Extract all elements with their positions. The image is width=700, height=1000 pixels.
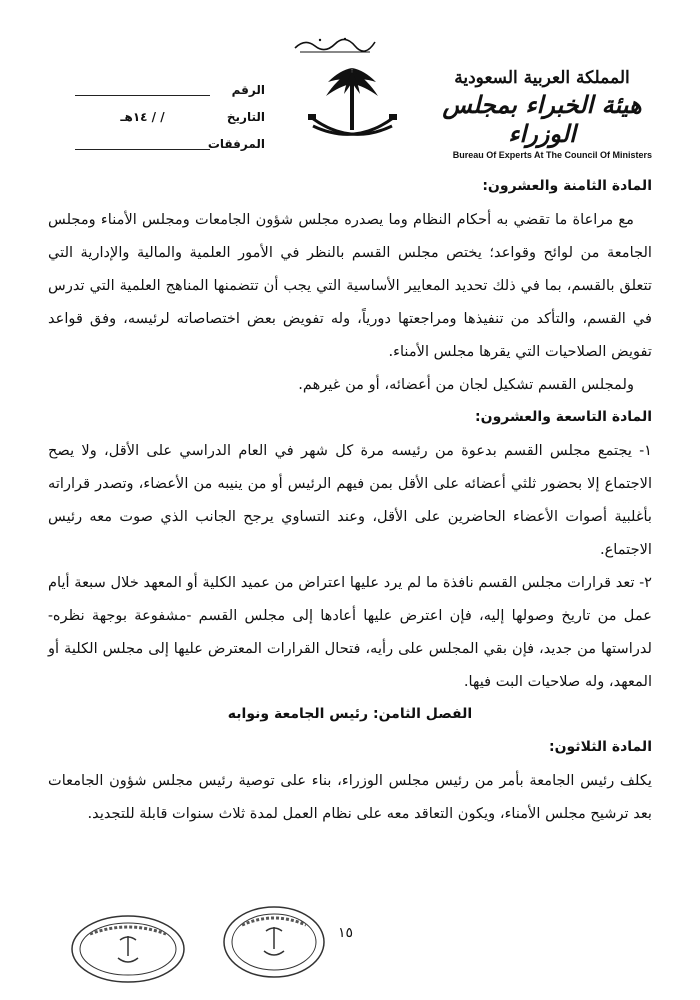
number-line xyxy=(75,83,210,96)
attachments-label: المرفقات xyxy=(207,136,265,151)
date-value: / / ١٤هـ xyxy=(120,109,165,124)
issuer-country: المملكة العربية السعودية xyxy=(454,68,630,88)
date-row xyxy=(75,103,265,130)
official-stamp-left xyxy=(68,910,188,988)
article-29-title: المادة التاسعة والعشرون: xyxy=(475,409,652,425)
article-30-paragraph-1: يكلف رئيس الجامعة بأمر من رئيس مجلس الوزراء، بناء على توصية رئيس مجلس شؤون الجامعات بعد ترشيح مجلس الأمناء، ويكون التعاقد معه على نظام العمل لمدة ثلاث سنوات قابلة للتجديد. xyxy=(48,772,652,822)
document-body xyxy=(48,170,652,830)
issuer-block xyxy=(432,68,652,160)
palm-swords-emblem xyxy=(300,60,405,155)
article-28-paragraph-2: ولمجلس القسم تشكيل لجان من أعضائه، أو من غيرهم. xyxy=(298,376,634,393)
article-29-paragraph-2: ٢- تعد قرارات مجلس القسم نافذة ما لم يرد عليها اعتراض من عميد الكلية أو المعهد خلال سبعة أيام عمل من تاريخ وصولها إليه، فإن اعترض عليها أعادها إلى مجلس القسم -مشفوعة بوجهة نظره- لدراستها من جديد، فإن بقي المجلس على رأيه، فتحال القرارات المعترض عليها إلى مجلس الكلية أو المعهد، وله صلاحيات البت فيها. xyxy=(48,574,652,690)
official-stamp-right xyxy=(220,903,328,981)
number-row xyxy=(75,76,265,103)
number-label: الرقم xyxy=(231,82,265,97)
chapter-8-title: الفصل الثامن: رئيس الجامعة ونوابه xyxy=(227,706,473,722)
issuer-name: هيئة الخبراء بمجلس الوزراء xyxy=(442,90,642,148)
issuer-name-english: Bureau Of Experts At The Council Of Ministers xyxy=(452,150,652,160)
article-28-title: المادة الثامنة والعشرون: xyxy=(482,178,652,194)
article-29-paragraph-1: ١- يجتمع مجلس القسم بدعوة من رئيسه مرة كل شهر في العام الدراسي على الأقل، ولا يصح الاجتماع إلا بحضور ثلثي أعضائه على الأقل بمن فيهم الرئيس أو من ينيبه من الأعضاء، وتصدر قراراته بأغلبية أصوات الأعضاء الحاضرين على الأقل، وعند التساوي يرجح الجانب الذي صوت معه رئيس الاجتماع. xyxy=(48,442,652,558)
page-number: ١٥ xyxy=(338,925,354,941)
basmala-calligraphy xyxy=(290,34,380,56)
attachments-row xyxy=(75,130,265,157)
article-28-paragraph-1: مع مراعاة ما تقضي به أحكام النظام وما يصدره مجلس شؤون الجامعات ومجلس الأمناء ومجلس الجامعة من لوائح وقواعد؛ يختص مجلس القسم بالنظر في الأمور العلمية والمالية والإدارية التي تتعلق بالقسم، بما في ذلك تحديد المعايير الأساسية التي يجب أن تتضمنها المناهج العلمية التي تدرس في القسم، والتأكد من تنفيذها ومراجعتها دورياً، وله تفويض بعض اختصاصاته لرئيسه، وفق قواعد تفويض الصلاحيات التي يقرها مجلس الأمناء. xyxy=(48,211,652,360)
attachments-line xyxy=(75,137,210,150)
date-label: التاريخ xyxy=(226,109,265,124)
document-meta xyxy=(75,76,265,157)
article-30-title: المادة الثلاثون: xyxy=(548,739,652,755)
